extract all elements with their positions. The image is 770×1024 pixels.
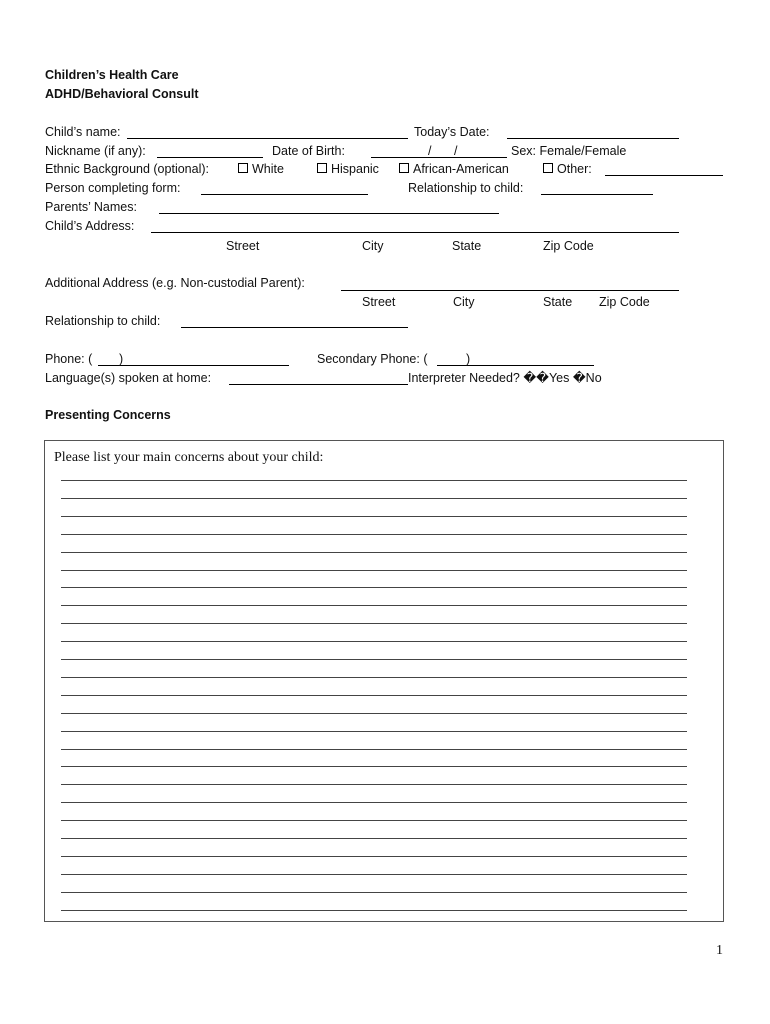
concern-writing-line[interactable] (61, 480, 687, 481)
additional-zip-label: Zip Code (599, 295, 650, 309)
concern-writing-line[interactable] (61, 892, 687, 893)
concern-writing-line[interactable] (61, 820, 687, 821)
concern-writing-line[interactable] (61, 552, 687, 553)
concern-writing-line[interactable] (61, 838, 687, 839)
checkbox-icon[interactable] (317, 163, 327, 173)
checkbox-icon[interactable] (238, 163, 248, 173)
language-label: Language(s) spoken at home: (45, 371, 212, 385)
dob-separator-2: / (454, 144, 458, 158)
checkbox-icon[interactable] (399, 163, 409, 173)
childs-name-label: Child’s name: (45, 125, 121, 139)
person-completing-field[interactable] (201, 194, 368, 195)
concern-writing-line[interactable] (61, 749, 687, 750)
sex-label: Sex: Female/Female (511, 144, 627, 158)
ethnic-other-field[interactable] (605, 175, 723, 176)
concern-writing-line[interactable] (61, 605, 687, 606)
form-subtitle: ADHD/Behavioral Consult (45, 87, 199, 101)
concern-writing-line[interactable] (61, 587, 687, 588)
concern-writing-line[interactable] (61, 784, 687, 785)
concern-writing-line[interactable] (61, 659, 687, 660)
address-street-label: Street (226, 239, 260, 253)
dob-label: Date of Birth: (272, 144, 345, 158)
concern-writing-line[interactable] (61, 856, 687, 857)
page-number: 1 (716, 943, 723, 958)
phone-label: Phone: ( (45, 352, 93, 366)
concern-writing-line[interactable] (61, 713, 687, 714)
address-state-label: State (452, 239, 482, 253)
relationship-label: Relationship to child: (408, 181, 524, 195)
concern-writing-line[interactable] (61, 570, 687, 571)
concern-writing-line[interactable] (61, 498, 687, 499)
concern-writing-line[interactable] (61, 516, 687, 517)
secondary-phone-label: Secondary Phone: ( (317, 352, 428, 366)
concerns-box (44, 440, 724, 922)
additional-state-label: State (543, 295, 573, 309)
concern-writing-line[interactable] (61, 802, 687, 803)
additional-street-label: Street (362, 295, 396, 309)
phone-close-paren: ) (119, 352, 124, 366)
concern-writing-line[interactable] (61, 677, 687, 678)
ethnic-option-hispanic[interactable]: Hispanic (317, 163, 379, 176)
concern-writing-line[interactable] (61, 695, 687, 696)
address-zip-label: Zip Code (543, 239, 594, 253)
secondary-phone-close-paren: ) (466, 352, 471, 366)
dob-separator-1: / (428, 144, 432, 158)
concerns-prompt: Please list your main concerns about your child: (54, 450, 324, 465)
phone-field[interactable] (98, 365, 289, 366)
nickname-field[interactable] (157, 157, 263, 158)
relationship-field[interactable] (541, 194, 653, 195)
presenting-concerns-heading: Presenting Concerns (45, 408, 171, 422)
person-completing-label: Person completing form: (45, 181, 181, 195)
dob-field[interactable] (371, 157, 507, 158)
todays-date-field[interactable] (507, 138, 679, 139)
parents-names-field[interactable] (159, 213, 499, 214)
ethnic-option-other[interactable]: Other: (543, 163, 592, 176)
additional-address-field[interactable] (341, 290, 679, 291)
additional-address-label: Additional Address (e.g. Non-custodial Parent): (45, 276, 305, 290)
relationship2-label: Relationship to child: (45, 314, 161, 328)
concern-writing-line[interactable] (61, 534, 687, 535)
concern-writing-line[interactable] (61, 623, 687, 624)
concern-writing-line[interactable] (61, 641, 687, 642)
concern-writing-line[interactable] (61, 910, 687, 911)
checkbox-icon[interactable] (543, 163, 553, 173)
ethnic-option-african-american[interactable]: African-American (399, 163, 509, 176)
form-title: Children’s Health Care (45, 68, 179, 82)
secondary-phone-field[interactable] (437, 365, 594, 366)
nickname-label: Nickname (if any): (45, 144, 146, 158)
relationship2-field[interactable] (181, 327, 408, 328)
childs-address-label: Child’s Address: (45, 219, 135, 233)
childs-address-field[interactable] (151, 232, 679, 233)
concern-writing-line[interactable] (61, 766, 687, 767)
todays-date-label: Today’s Date: (414, 125, 490, 139)
interpreter-needed[interactable]: Interpreter Needed? ��Yes �No (408, 371, 602, 385)
ethnic-background-label: Ethnic Background (optional): (45, 162, 209, 176)
language-field[interactable] (229, 384, 408, 385)
address-city-label: City (362, 239, 384, 253)
concern-writing-line[interactable] (61, 874, 687, 875)
childs-name-field[interactable] (127, 138, 408, 139)
parents-names-label: Parents’ Names: (45, 200, 137, 214)
ethnic-option-white[interactable]: White (238, 163, 284, 176)
additional-city-label: City (453, 295, 475, 309)
concern-writing-line[interactable] (61, 731, 687, 732)
